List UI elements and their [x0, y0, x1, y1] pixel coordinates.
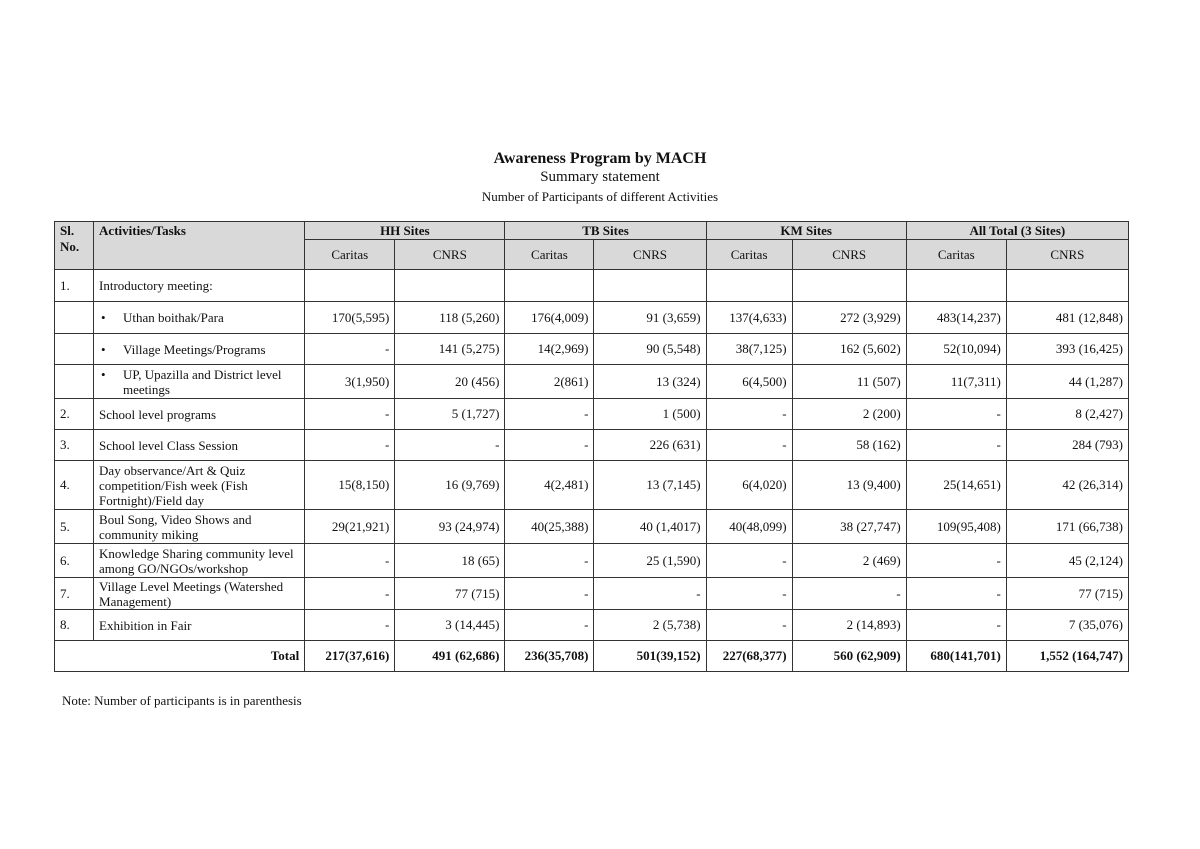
row-value: -	[594, 578, 706, 610]
row-value: 18 (65)	[395, 544, 505, 578]
row-value: 137(4,633)	[706, 302, 792, 334]
row-activity: Village Level Meetings (Watershed Management)	[94, 578, 305, 610]
row-value: -	[706, 578, 792, 610]
row-value: 15(8,150)	[305, 461, 395, 510]
subcol-header: CNRS	[395, 240, 505, 270]
row-activity: Exhibition in Fair	[94, 610, 305, 641]
row-value: 45 (2,124)	[1006, 544, 1128, 578]
row-sl-no: 6.	[55, 544, 94, 578]
row-value: -	[305, 610, 395, 641]
subcol-header: CNRS	[594, 240, 706, 270]
row-activity	[94, 334, 305, 365]
row-value: 483(14,237)	[906, 302, 1006, 334]
table-row	[55, 461, 1129, 510]
bullet-icon: •	[101, 366, 106, 382]
row-value: 8 (2,427)	[1006, 399, 1128, 430]
summary-table	[54, 221, 1129, 672]
row-value: -	[906, 430, 1006, 461]
row-activity: School level programs	[94, 399, 305, 430]
total-value: 501(39,152)	[594, 641, 706, 672]
row-value: 91 (3,659)	[594, 302, 706, 334]
row-value	[594, 270, 706, 302]
total-value: 1,552 (164,747)	[1006, 641, 1128, 672]
row-value	[1006, 270, 1128, 302]
row-activity: Introductory meeting:	[94, 270, 305, 302]
row-value: 20 (456)	[395, 365, 505, 399]
total-value: 680(141,701)	[906, 641, 1006, 672]
row-value: 6(4,020)	[706, 461, 792, 510]
row-value: -	[505, 610, 594, 641]
row-value: -	[305, 544, 395, 578]
row-value: 38(7,125)	[706, 334, 792, 365]
sl-no-header: Sl. No.	[55, 222, 94, 270]
row-value: 1 (500)	[594, 399, 706, 430]
row-value: 2 (200)	[792, 399, 906, 430]
row-value: 6(4,500)	[706, 365, 792, 399]
row-value: 226 (631)	[594, 430, 706, 461]
table-row	[55, 270, 1129, 302]
row-value: 25(14,651)	[906, 461, 1006, 510]
row-value: 393 (16,425)	[1006, 334, 1128, 365]
row-value: 2 (469)	[792, 544, 906, 578]
row-value: -	[395, 430, 505, 461]
row-activity: Knowledge Sharing community level among GO/NGOs/workshop	[94, 544, 305, 578]
row-value	[395, 270, 505, 302]
subcol-header: Caritas	[706, 240, 792, 270]
row-value	[706, 270, 792, 302]
row-value: 90 (5,548)	[594, 334, 706, 365]
row-value: 13 (7,145)	[594, 461, 706, 510]
row-value: 16 (9,769)	[395, 461, 505, 510]
row-value: 58 (162)	[792, 430, 906, 461]
row-value: -	[305, 399, 395, 430]
row-value: 14(2,969)	[505, 334, 594, 365]
row-value: 77 (715)	[1006, 578, 1128, 610]
row-value: 2 (5,738)	[594, 610, 706, 641]
row-value: 2(861)	[505, 365, 594, 399]
total-label: Total	[55, 641, 305, 672]
row-activity	[94, 365, 305, 399]
subcol-header: Caritas	[305, 240, 395, 270]
table-row	[55, 510, 1129, 544]
row-value: -	[792, 578, 906, 610]
row-value: 40(48,099)	[706, 510, 792, 544]
row-value	[305, 270, 395, 302]
activity-header: Activities/Tasks	[94, 222, 305, 270]
row-value: 13 (9,400)	[792, 461, 906, 510]
footnote: Note: Number of participants is in parenthesis	[62, 693, 302, 708]
row-sl-no	[55, 365, 94, 399]
row-value: 44 (1,287)	[1006, 365, 1128, 399]
row-value: 2 (14,893)	[792, 610, 906, 641]
row-value: 25 (1,590)	[594, 544, 706, 578]
table-row	[55, 610, 1129, 641]
table-caption: Number of Participants of different Activities	[481, 189, 719, 204]
row-value: 13 (324)	[594, 365, 706, 399]
row-value: -	[706, 430, 792, 461]
row-value: -	[505, 544, 594, 578]
row-activity: Day observance/Art & Quiz competition/Fish week (Fish Fortnight)/Field day	[94, 461, 305, 510]
row-value: -	[505, 399, 594, 430]
row-value: -	[706, 544, 792, 578]
row-value: 40(25,388)	[505, 510, 594, 544]
table-row	[55, 365, 1129, 399]
group-header-all-total: All Total (3 Sites)	[906, 222, 1128, 240]
group-header-row	[55, 222, 1129, 240]
total-value: 560 (62,909)	[792, 641, 906, 672]
row-value: -	[305, 578, 395, 610]
row-value: -	[505, 430, 594, 461]
row-value: 162 (5,602)	[792, 334, 906, 365]
subcol-header: CNRS	[792, 240, 906, 270]
row-activity-label: UP, Upazilla and District level meetings	[123, 366, 282, 397]
row-value: 77 (715)	[395, 578, 505, 610]
row-value: -	[906, 544, 1006, 578]
table-row	[55, 334, 1129, 365]
row-value: -	[706, 610, 792, 641]
row-value: -	[305, 430, 395, 461]
row-value: 11(7,311)	[906, 365, 1006, 399]
subcol-header: Caritas	[505, 240, 594, 270]
row-value: 481 (12,848)	[1006, 302, 1128, 334]
row-activity-label: Uthan boithak/Para	[123, 310, 224, 325]
row-activity: Boul Song, Video Shows and community miking	[94, 510, 305, 544]
row-sl-no: 5.	[55, 510, 94, 544]
row-value: 3 (14,445)	[395, 610, 505, 641]
row-sl-no	[55, 334, 94, 365]
row-activity	[94, 302, 305, 334]
row-value: 141 (5,275)	[395, 334, 505, 365]
row-value: 171 (66,738)	[1006, 510, 1128, 544]
row-sl-no: 2.	[55, 399, 94, 430]
table-row	[55, 544, 1129, 578]
bullet-icon: •	[101, 341, 106, 357]
table-row	[55, 302, 1129, 334]
table-row	[55, 578, 1129, 610]
row-activity: School level Class Session	[94, 430, 305, 461]
table-row	[55, 399, 1129, 430]
row-sl-no: 4.	[55, 461, 94, 510]
row-value: 7 (35,076)	[1006, 610, 1128, 641]
document-subtitle: Summary statement	[540, 169, 660, 185]
row-value: -	[505, 578, 594, 610]
row-value: -	[906, 399, 1006, 430]
row-value: 118 (5,260)	[395, 302, 505, 334]
total-value: 491 (62,686)	[395, 641, 505, 672]
row-value: 272 (3,929)	[792, 302, 906, 334]
row-value: 4(2,481)	[505, 461, 594, 510]
row-value: 176(4,009)	[505, 302, 594, 334]
row-value: 93 (24,974)	[395, 510, 505, 544]
total-value: 217(37,616)	[305, 641, 395, 672]
total-row	[55, 641, 1129, 672]
row-sl-no: 1.	[55, 270, 94, 302]
row-sl-no: 8.	[55, 610, 94, 641]
table-body	[55, 270, 1129, 672]
group-header-km-sites: KM Sites	[706, 222, 906, 240]
row-value: 42 (26,314)	[1006, 461, 1128, 510]
row-value: 29(21,921)	[305, 510, 395, 544]
group-header-tb-sites: TB Sites	[505, 222, 706, 240]
subcol-header: CNRS	[1006, 240, 1128, 270]
table-row	[55, 430, 1129, 461]
bullet-icon: •	[101, 310, 106, 325]
document-title: Awareness Program by MACH	[493, 150, 707, 167]
row-value: 109(95,408)	[906, 510, 1006, 544]
subcol-header: Caritas	[906, 240, 1006, 270]
total-value: 236(35,708)	[505, 641, 594, 672]
row-value: 40 (1,4017)	[594, 510, 706, 544]
row-activity-label: Village Meetings/Programs	[123, 341, 266, 357]
group-header-hh-sites: HH Sites	[305, 222, 505, 240]
row-value: 170(5,595)	[305, 302, 395, 334]
row-value: -	[305, 334, 395, 365]
row-value: 38 (27,747)	[792, 510, 906, 544]
row-value: 5 (1,727)	[395, 399, 505, 430]
row-sl-no: 7.	[55, 578, 94, 610]
row-value: -	[906, 578, 1006, 610]
row-value	[792, 270, 906, 302]
row-sl-no	[55, 302, 94, 334]
row-value: 284 (793)	[1006, 430, 1128, 461]
row-value	[505, 270, 594, 302]
row-value: 52(10,094)	[906, 334, 1006, 365]
row-value: -	[906, 610, 1006, 641]
row-sl-no: 3.	[55, 430, 94, 461]
row-value: 3(1,950)	[305, 365, 395, 399]
row-value: 11 (507)	[792, 365, 906, 399]
row-value	[906, 270, 1006, 302]
total-value: 227(68,377)	[706, 641, 792, 672]
row-value: -	[706, 399, 792, 430]
